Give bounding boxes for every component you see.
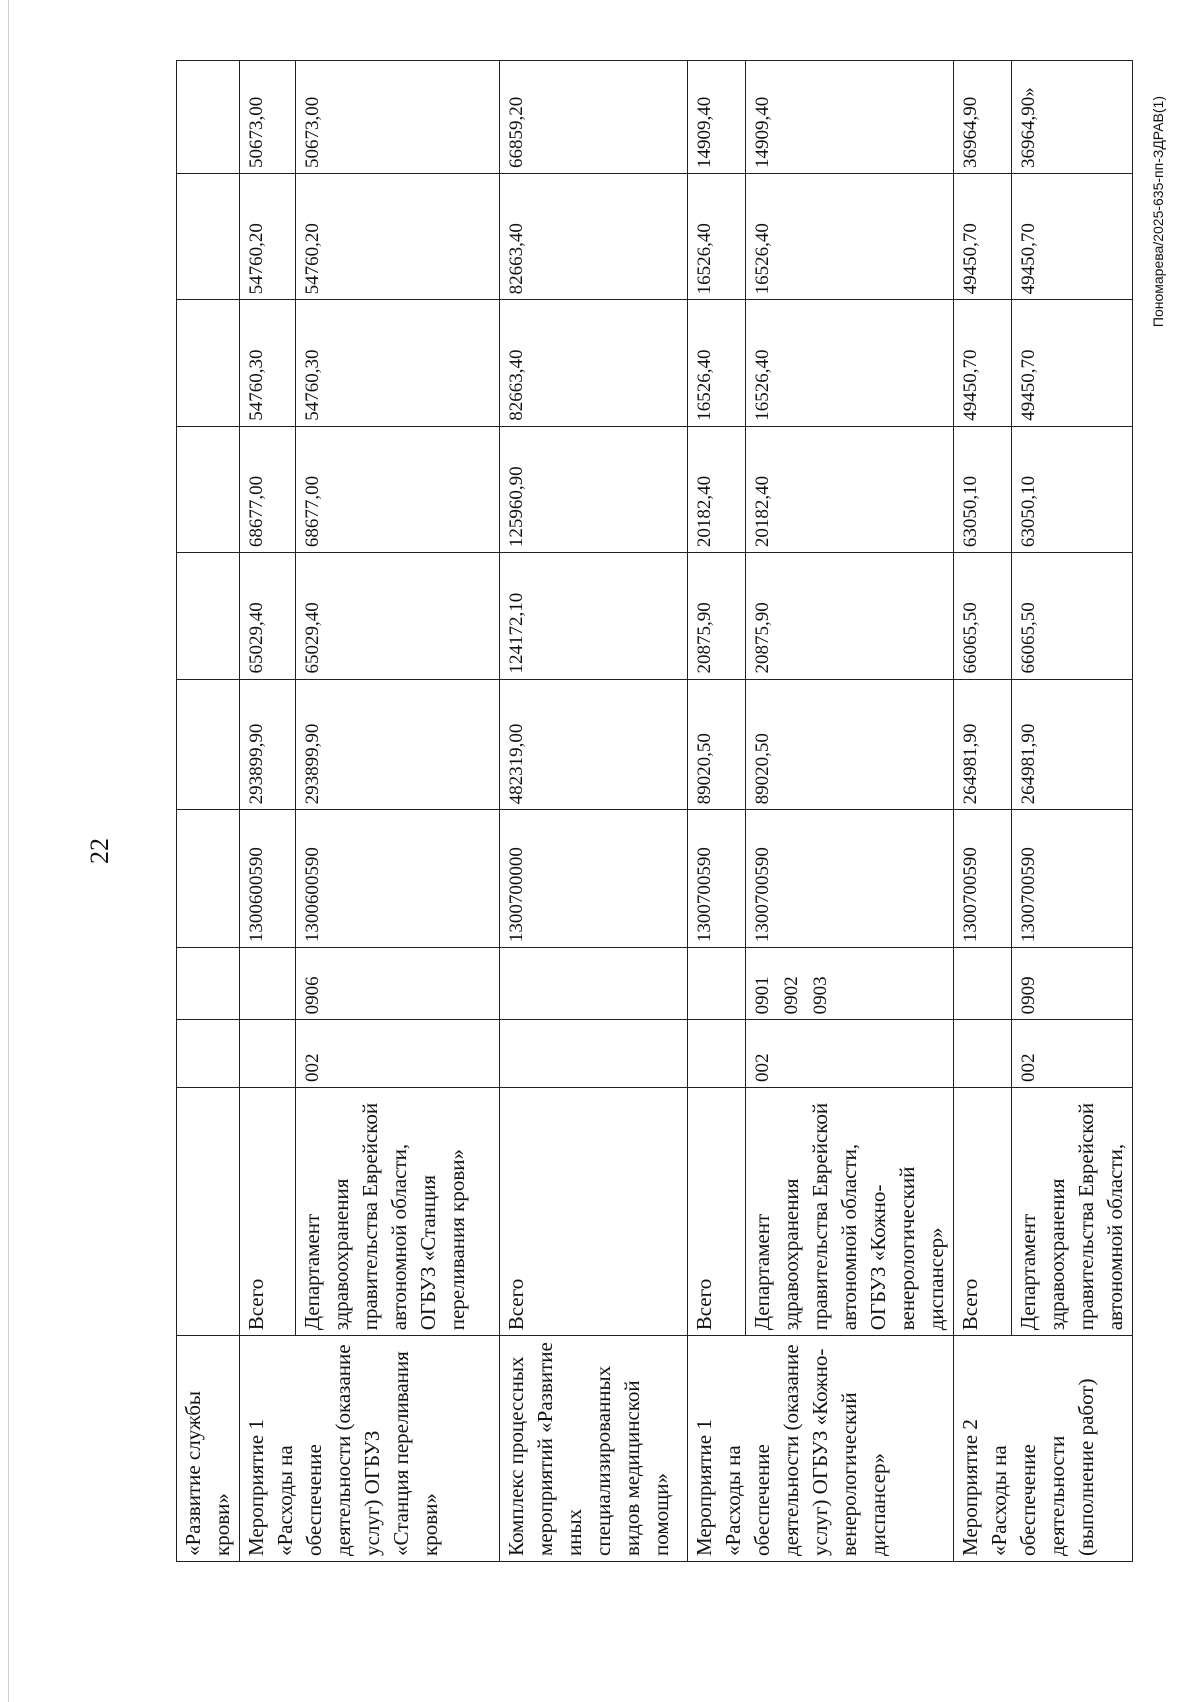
csr-cell: 1300700590 — [746, 810, 954, 948]
year2-cell: 20182,40 — [746, 426, 954, 552]
event-name-cell: «Развитие службы крови» — [177, 1336, 240, 1562]
year2-cell: 20182,40 — [688, 426, 746, 552]
rz-cell — [500, 948, 688, 1020]
year1-cell: 124172,10 — [500, 553, 688, 679]
year2-cell: 68677,00 — [296, 426, 500, 552]
year4-cell: 16526,40 — [746, 173, 954, 299]
grbs-cell — [688, 1020, 746, 1088]
csr-cell: 1300700590 — [954, 810, 1012, 948]
total-cell: 482319,00 — [500, 679, 688, 810]
year3-cell: 82663,40 — [500, 300, 688, 426]
event-name-cell: Мероприятие 1 «Расходы на обеспечение деятельности (оказание услуг) ОГБУЗ «Кожно-венерологический диспансер» — [688, 1336, 954, 1562]
exec-cell: Всего — [240, 1088, 296, 1336]
total-cell — [177, 679, 240, 810]
year5-cell: 36964,90 — [954, 61, 1012, 174]
grbs-cell: 002 — [296, 1020, 500, 1088]
grbs-cell: 002 — [746, 1020, 954, 1088]
rz-cell — [177, 948, 240, 1020]
year3-cell: 16526,40 — [688, 300, 746, 426]
year3-cell: 54760,30 — [296, 300, 500, 426]
csr-cell: 1300700590 — [1012, 810, 1133, 948]
year4-cell: 16526,40 — [688, 173, 746, 299]
rz-cell — [240, 948, 296, 1020]
total-cell: 264981,90 — [1012, 679, 1133, 810]
year2-cell: 125960,90 — [500, 426, 688, 552]
rz-cell: 0906 — [296, 948, 500, 1020]
year2-cell: 63050,10 — [954, 426, 1012, 552]
exec-cell: Департамент здравоохранения правительства Еврейской автономной области, ОГБУЗ «Кожно-венерологический диспансер» — [746, 1088, 954, 1336]
year5-cell: 66859,20 — [500, 61, 688, 174]
year1-cell — [177, 553, 240, 679]
exec-cell: Всего — [688, 1088, 746, 1336]
year2-cell: 68677,00 — [240, 426, 296, 552]
year4-cell: 82663,40 — [500, 173, 688, 299]
year1-cell: 65029,40 — [296, 553, 500, 679]
year3-cell: 54760,30 — [240, 300, 296, 426]
total-cell: 264981,90 — [954, 679, 1012, 810]
csr-cell — [177, 810, 240, 948]
exec-cell: Департамент здравоохранения правительства Еврейской автономной области, ОГБУЗ «Станция переливания крови» — [296, 1088, 500, 1336]
csr-cell: 1300600590 — [240, 810, 296, 948]
year4-cell — [177, 173, 240, 299]
event-name-cell: Комплекс процессных мероприятий «Развитие иных специализированных видов медицинской помощи» — [500, 1336, 688, 1562]
year1-cell: 66065,50 — [954, 553, 1012, 679]
total-cell: 293899,90 — [296, 679, 500, 810]
table-row — [954, 61, 1012, 1562]
footer-doc-id: Пономарева/2025-635-пп-ЗДРАВ(1) — [1150, 96, 1166, 328]
year5-cell: 50673,00 — [240, 61, 296, 174]
table-row — [688, 61, 746, 1562]
year4-cell: 49450,70 — [1012, 173, 1133, 299]
year2-cell: 63050,10 — [1012, 426, 1133, 552]
year1-cell: 66065,50 — [1012, 553, 1133, 679]
year1-cell: 20875,90 — [688, 553, 746, 679]
grbs-cell — [240, 1020, 296, 1088]
exec-cell — [177, 1088, 240, 1336]
year4-cell: 54760,20 — [240, 173, 296, 299]
grbs-cell — [500, 1020, 688, 1088]
page-number: 22 — [85, 838, 114, 864]
table-row — [177, 61, 240, 1562]
year3-cell: 16526,40 — [746, 300, 954, 426]
rz-cell — [954, 948, 1012, 1020]
rz-cell: 0909 — [1012, 948, 1133, 1020]
budget-table — [176, 60, 1133, 1562]
year3-cell: 49450,70 — [1012, 300, 1133, 426]
event-name-cell: Мероприятие 2 «Расходы на обеспечение деятельности (выполнение работ) — [954, 1336, 1133, 1562]
rz-cell: 0901 0902 0903 — [746, 948, 954, 1020]
year5-cell: 14909,40 — [688, 61, 746, 174]
year5-cell: 14909,40 — [746, 61, 954, 174]
grbs-cell — [954, 1020, 1012, 1088]
grbs-cell: 002 — [1012, 1020, 1133, 1088]
year5-cell: 50673,00 — [296, 61, 500, 174]
csr-cell: 1300600590 — [296, 810, 500, 948]
year4-cell: 49450,70 — [954, 173, 1012, 299]
rz-cell — [688, 948, 746, 1020]
year3-cell: 49450,70 — [954, 300, 1012, 426]
total-cell: 89020,50 — [746, 679, 954, 810]
exec-cell: Всего — [954, 1088, 1012, 1336]
year5-cell — [177, 61, 240, 174]
table-row — [500, 61, 688, 1562]
exec-cell: Департамент здравоохранения правительства Еврейской автономной области, — [1012, 1088, 1133, 1336]
exec-cell: Всего — [500, 1088, 688, 1336]
csr-cell: 1300700590 — [688, 810, 746, 948]
csr-cell: 1300700000 — [500, 810, 688, 948]
year1-cell: 65029,40 — [240, 553, 296, 679]
event-name-cell: Мероприятие 1 «Расходы на обеспечение деятельности (оказание услуг) ОГБУЗ «Станция переливания крови» — [240, 1336, 500, 1562]
year1-cell: 20875,90 — [746, 553, 954, 679]
total-cell: 293899,90 — [240, 679, 296, 810]
table-row — [240, 61, 296, 1562]
grbs-cell — [177, 1020, 240, 1088]
year5-cell: 36964,90» — [1012, 61, 1133, 174]
total-cell: 89020,50 — [688, 679, 746, 810]
year3-cell — [177, 300, 240, 426]
year2-cell — [177, 426, 240, 552]
year4-cell: 54760,20 — [296, 173, 500, 299]
